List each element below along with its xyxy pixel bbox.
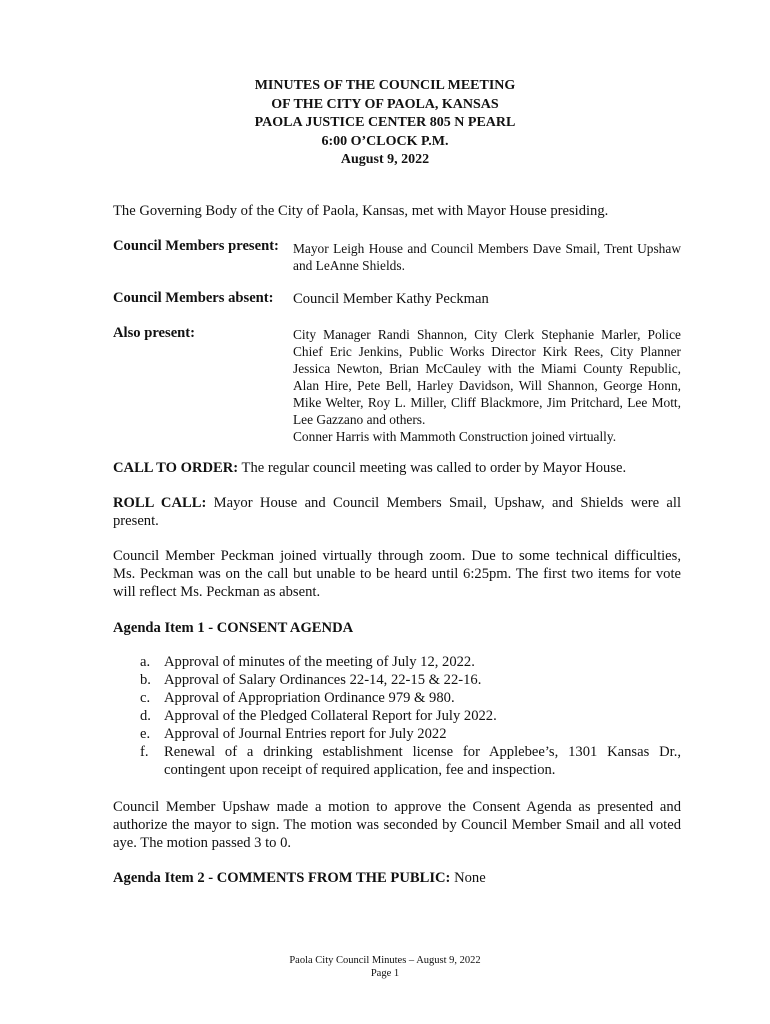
list-item-text: Approval of Journal Entries report for July 2022 bbox=[164, 726, 447, 742]
list-item-text: Approval of Appropriation Ordinance 979 & 980. bbox=[164, 690, 455, 706]
call-to-order bbox=[113, 459, 681, 477]
present-value: Mayor Leigh House and Council Members Dave Smail, Trent Upshaw and LeAnne Shields. bbox=[293, 241, 681, 273]
list-item bbox=[140, 653, 681, 671]
roll-call-label: ROLL CALL: bbox=[113, 495, 207, 511]
list-item-text: Approval of the Pledged Collateral Report for July 2022. bbox=[164, 708, 497, 724]
list-marker: d. bbox=[140, 708, 151, 724]
header-city: OF THE CITY OF PAOLA, KANSAS bbox=[271, 96, 499, 112]
list-marker: b. bbox=[140, 672, 151, 688]
present-label: Council Members present: bbox=[113, 238, 279, 254]
call-to-order-label: CALL TO ORDER: bbox=[113, 460, 239, 476]
agenda-item-2-text: None bbox=[450, 870, 486, 886]
header-location: PAOLA JUSTICE CENTER 805 N PEARL bbox=[254, 115, 516, 130]
header-time: 6:00 O’CLOCK P.M. bbox=[321, 133, 449, 149]
roll-call bbox=[113, 494, 681, 530]
intro-paragraph: The Governing Body of the City of Paola, Kansas, met with Mayor House presiding. bbox=[113, 203, 609, 219]
list-item bbox=[140, 743, 681, 779]
list-item-text: Approval of Salary Ordinances 22-14, 22-15 & 22-16. bbox=[164, 672, 482, 688]
agenda-item-2 bbox=[113, 870, 486, 887]
consent-motion: Council Member Upshaw made a motion to approve the Consent Agenda as presented and authorize the mayor to sign. The motion was seconded by Council Member Smail and all voted aye. The motion passed 3 to 0. bbox=[113, 799, 681, 851]
header-title: MINUTES OF THE COUNCIL MEETING bbox=[254, 78, 516, 93]
absent-label: Council Members absent: bbox=[113, 290, 274, 306]
list-marker: c. bbox=[140, 690, 151, 706]
also-present-value bbox=[293, 326, 681, 445]
consent-agenda-list bbox=[140, 653, 681, 779]
minutes-header bbox=[0, 77, 770, 170]
list-item bbox=[140, 689, 681, 707]
agenda-item-2-heading: Agenda Item 2 - COMMENTS FROM THE PUBLIC: bbox=[113, 870, 451, 886]
also-present-list: City Manager Randi Shannon, City Clerk Stephanie Marler, Police Chief Eric Jenkins, Public Works Director Kirk Rees, City Planner Jessica Newton, Brian McCauley with the Miami County Republic, Alan Hire, Pete Bell, Harley Davidson, Will Shannon, George Honn, Mike Welter, Roy L. Miller, Cliff Blackmore, Jim Pritchard, Lee Mott, Lee Gazzano and others. bbox=[293, 327, 681, 427]
list-item-text: Approval of minutes of the meeting of July 12, 2022. bbox=[164, 654, 475, 670]
call-to-order-text: The regular council meeting was called to order by Mayor House. bbox=[238, 460, 627, 476]
list-marker: f. bbox=[140, 744, 149, 760]
also-present-virtual: Conner Harris with Mammoth Construction joined virtually. bbox=[293, 429, 617, 444]
list-marker: a. bbox=[140, 654, 151, 670]
also-present-label: Also present: bbox=[113, 325, 196, 341]
absent-value: Council Member Kathy Peckman bbox=[293, 291, 489, 307]
list-item-text: Renewal of a drinking establishment license for Applebee’s, 1301 Kansas Dr., contingent upon receipt of required application, fee and inspection. bbox=[164, 744, 681, 778]
list-item bbox=[140, 707, 681, 725]
list-item bbox=[140, 725, 681, 743]
list-marker: e. bbox=[140, 726, 151, 742]
roll-call-text: Mayor House and Council Members Smail, Upshaw, and Shields were all present. bbox=[113, 495, 681, 529]
page-footer bbox=[0, 954, 770, 980]
header-date: August 9, 2022 bbox=[340, 152, 430, 167]
peckman-note: Council Member Peckman joined virtually through zoom. Due to some technical difficulties, Ms. Peckman was on the call but unable to be heard until 6:25pm. The first two items for vote will reflect Ms. Peckman as absent. bbox=[113, 548, 681, 600]
footer-title: Paola City Council Minutes – August 9, 2022 bbox=[289, 955, 481, 966]
agenda-item-1-heading: Agenda Item 1 - CONSENT AGENDA bbox=[113, 620, 354, 636]
list-item bbox=[140, 671, 681, 689]
page-number: Page 1 bbox=[370, 968, 400, 979]
